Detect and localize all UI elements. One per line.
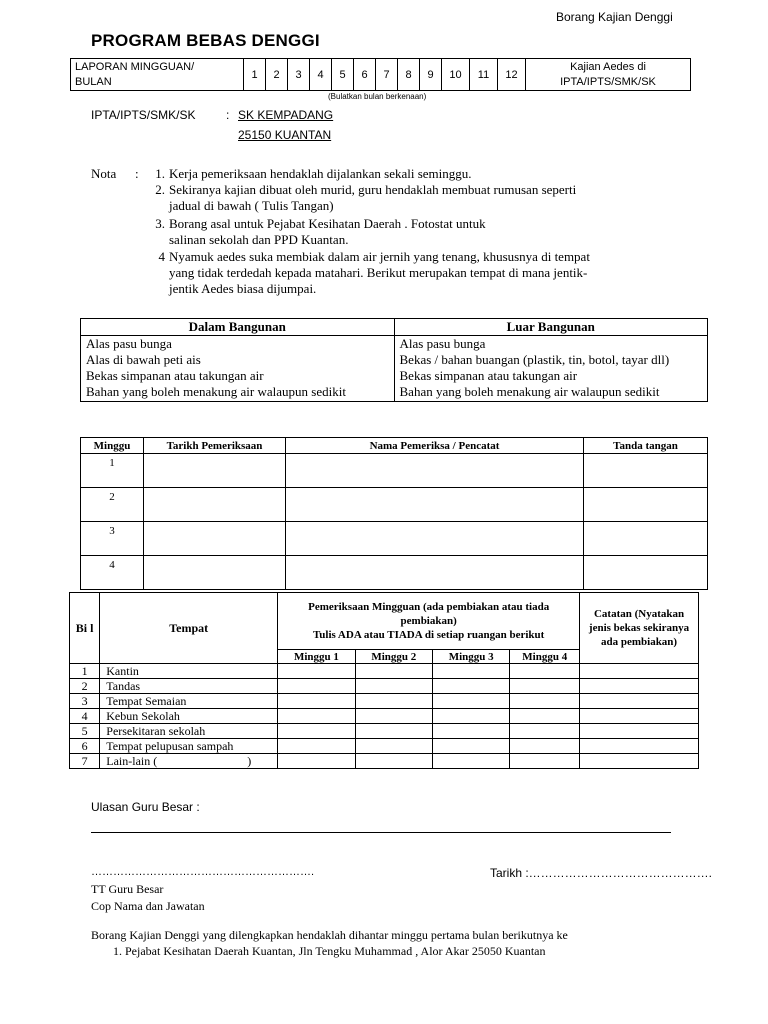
month-cell[interactable]: 11 — [470, 59, 498, 91]
exam-header-line2: pembiakan) — [400, 615, 457, 627]
table-row — [70, 754, 699, 769]
scope-line1: Kajian Aedes di — [570, 60, 646, 73]
headmaster-comment-label: Ulasan Guru Besar : — [91, 800, 200, 814]
place-name: Persekitaran sekolah — [100, 724, 278, 739]
remarks-cell[interactable] — [580, 664, 699, 679]
signature-line[interactable]: ……………………………………………………. — [91, 866, 315, 878]
exam-header-line3: Tulis ADA atau TIADA di setiap ruangan berikut — [312, 629, 545, 641]
col-week: Minggu — [81, 438, 144, 454]
row-number: 4 — [70, 709, 100, 724]
week-number: 4 — [81, 556, 144, 590]
table-row — [81, 454, 708, 488]
table-row — [70, 724, 699, 739]
remarks-cell[interactable] — [580, 679, 699, 694]
col-week-2: Minggu 2 — [355, 650, 432, 664]
month-cell[interactable]: 6 — [354, 59, 376, 91]
week-cell[interactable] — [510, 724, 580, 739]
indoor-item: Bekas simpanan atau takungan air — [86, 368, 264, 383]
month-cell[interactable]: 1 — [244, 59, 266, 91]
month-cell[interactable]: 12 — [498, 59, 526, 91]
date-field[interactable] — [144, 556, 286, 590]
place-name: Tempat pelupusan sampah — [100, 739, 278, 754]
row-number: 6 — [70, 739, 100, 754]
note-text: jentik Aedes biasa dijumpai. — [169, 281, 317, 296]
col-date: Tarikh Pemeriksaan — [144, 438, 286, 454]
week-cell[interactable] — [433, 679, 510, 694]
month-cell[interactable]: 7 — [376, 59, 398, 91]
col-signature: Tanda tangan — [584, 438, 708, 454]
week-number: 2 — [81, 488, 144, 522]
outdoor-header: Luar Bangunan — [394, 319, 708, 336]
notes-label: Nota — [91, 166, 117, 181]
col-week-4: Minggu 4 — [510, 650, 580, 664]
notes-colon: : — [135, 166, 139, 181]
note-number: 4 — [158, 249, 165, 264]
week-cell[interactable] — [278, 679, 355, 694]
week-cell[interactable] — [278, 709, 355, 724]
month-cell[interactable]: 3 — [288, 59, 310, 91]
report-period-label — [71, 59, 244, 91]
col-place: Tempat — [100, 593, 278, 664]
week-cell[interactable] — [433, 709, 510, 724]
remarks-cell[interactable] — [580, 739, 699, 754]
week-cell[interactable] — [355, 664, 432, 679]
signature-field[interactable] — [584, 488, 708, 522]
week-cell[interactable] — [510, 709, 580, 724]
outdoor-list — [394, 336, 708, 402]
remarks-cell[interactable] — [580, 709, 699, 724]
row-number: 2 — [70, 679, 100, 694]
week-cell[interactable] — [278, 694, 355, 709]
place-name: Kantin — [100, 664, 278, 679]
week-cell[interactable] — [355, 724, 432, 739]
date-field[interactable] — [144, 488, 286, 522]
inspector-field[interactable] — [286, 556, 584, 590]
note-text: jadual di bawah ( Tulis Tangan) — [169, 198, 334, 213]
indoor-item: Alas pasu bunga — [86, 336, 172, 351]
place-name: Lain-lain ( ) — [100, 754, 278, 769]
inspector-field[interactable] — [286, 522, 584, 556]
document-label: Borang Kajian Denggi — [556, 10, 673, 24]
stamp-caption: Cop Nama dan Jawatan — [91, 899, 205, 913]
note-number: 2. — [155, 182, 165, 197]
week-cell[interactable] — [355, 679, 432, 694]
page-title: PROGRAM BEBAS DENGGI — [91, 31, 320, 50]
inspector-field[interactable] — [286, 488, 584, 522]
week-cell[interactable] — [278, 664, 355, 679]
signature-field[interactable] — [584, 454, 708, 488]
month-cell[interactable]: 2 — [266, 59, 288, 91]
submission-instruction: Borang Kajian Denggi yang dilengkapkan hendaklah dihantar minggu pertama bulan berikutnya ke — [91, 928, 568, 942]
note-number: 1. — [155, 166, 165, 181]
month-cell[interactable]: 9 — [420, 59, 442, 91]
table-row — [70, 739, 699, 754]
table-row — [70, 679, 699, 694]
week-cell[interactable] — [355, 709, 432, 724]
table-row — [81, 556, 708, 590]
week-number: 1 — [81, 454, 144, 488]
week-number: 3 — [81, 522, 144, 556]
indoor-item: Bahan yang boleh menakung air walaupun sedikit — [86, 384, 346, 399]
place-name: Tandas — [100, 679, 278, 694]
breeding-places-table — [80, 318, 708, 402]
week-cell[interactable] — [278, 739, 355, 754]
place-name: Kebun Sekolah — [100, 709, 278, 724]
week-cell[interactable] — [433, 754, 510, 769]
outdoor-item: Alas pasu bunga — [399, 336, 486, 351]
col-weekly-exam — [278, 593, 580, 650]
note-text: Nyamuk aedes suka membiak dalam air jernih yang tenang, khususnya di tempat — [169, 249, 590, 264]
week-cell[interactable] — [510, 664, 580, 679]
col-week-3: Minggu 3 — [433, 650, 510, 664]
col-bil: Bi l — [70, 593, 100, 664]
note-text: Kerja pemeriksaan hendaklah dijalankan sekali seminggu. — [169, 166, 472, 181]
week-cell[interactable] — [278, 754, 355, 769]
indoor-header: Dalam Bangunan — [81, 319, 395, 336]
indoor-list — [81, 336, 395, 402]
survey-scope-label — [526, 59, 691, 91]
weekly-inspection-table — [80, 437, 708, 590]
school-name: SK KEMPADANG — [238, 108, 334, 122]
signature-caption: TT Guru Besar — [91, 882, 164, 896]
note-text: Borang asal untuk Pejabat Kesihatan Daerah . Fotostat untuk — [169, 216, 486, 231]
col-remarks: Catatan (Nyatakan jenis bekas sekiranya ada pembiakan) — [580, 593, 699, 664]
month-cell[interactable]: 8 — [398, 59, 420, 91]
col-week-1: Minggu 1 — [278, 650, 355, 664]
school-type-label: IPTA/IPTS/SMK/SK — [91, 108, 196, 122]
date-line[interactable]: Tarikh :………………………………………. — [490, 866, 713, 880]
school-colon: : — [226, 108, 230, 122]
note-text: Sekiranya kajian dibuat oleh murid, guru hendaklah membuat rumusan seperti — [169, 182, 577, 197]
month-cell[interactable]: 10 — [442, 59, 470, 91]
report-label-line1: LAPORAN MINGGUAN/ — [75, 60, 195, 73]
week-cell[interactable] — [433, 664, 510, 679]
note-text: salinan sekolah dan PPD Kuantan. — [169, 232, 349, 247]
outdoor-item: Bahan yang boleh menakung air walaupun sedikit — [399, 384, 660, 399]
scope-line2: IPTA/IPTS/SMK/SK — [560, 75, 656, 88]
week-cell[interactable] — [278, 724, 355, 739]
row-number: 7 — [70, 754, 100, 769]
month-table — [70, 58, 691, 91]
week-cell[interactable] — [355, 739, 432, 754]
table-row — [81, 522, 708, 556]
week-cell[interactable] — [510, 754, 580, 769]
row-number: 5 — [70, 724, 100, 739]
comment-line[interactable] — [91, 820, 671, 833]
table-row — [70, 694, 699, 709]
exam-header-line1: Pemeriksaan Mingguan (ada pembiakan atau tiada — [308, 601, 550, 613]
note-text: yang tidak terdedah kepada matahari. Berikut merupakan tempat di mana jentik- — [169, 265, 588, 280]
indoor-item: Alas di bawah peti ais — [86, 352, 201, 367]
inspector-field[interactable] — [286, 454, 584, 488]
remarks-cell[interactable] — [580, 694, 699, 709]
col-inspector: Nama Pemeriksa / Pencatat — [286, 438, 584, 454]
survey-table — [69, 592, 699, 769]
row-number: 1 — [70, 664, 100, 679]
row-number: 3 — [70, 694, 100, 709]
date-field[interactable] — [144, 454, 286, 488]
month-cell[interactable]: 5 — [332, 59, 354, 91]
submission-address: 1. Pejabat Kesihatan Daerah Kuantan, Jln Tengku Muhammad , Alor Akar 25050 Kuantan — [113, 944, 546, 958]
week-cell[interactable] — [433, 724, 510, 739]
remarks-cell[interactable] — [580, 724, 699, 739]
week-cell[interactable] — [510, 739, 580, 754]
table-row — [70, 664, 699, 679]
week-cell[interactable] — [355, 754, 432, 769]
date-field[interactable] — [144, 522, 286, 556]
month-instruction: (Bulatkan bulan berkenaan) — [328, 92, 427, 101]
week-cell[interactable] — [433, 739, 510, 754]
outdoor-item: Bekas / bahan buangan (plastik, tin, botol, tayar dll) — [399, 352, 670, 367]
note-number: 3. — [155, 216, 165, 231]
table-row — [81, 488, 708, 522]
school-address: 25150 KUANTAN — [238, 128, 332, 142]
signature-field[interactable] — [584, 522, 708, 556]
week-cell[interactable] — [355, 694, 432, 709]
month-cell[interactable]: 4 — [310, 59, 332, 91]
place-name: Tempat Semaian — [100, 694, 278, 709]
week-cell[interactable] — [510, 679, 580, 694]
table-row — [70, 709, 699, 724]
outdoor-item: Bekas simpanan atau takungan air — [399, 368, 578, 383]
report-label-line2: BULAN — [75, 75, 112, 88]
week-cell[interactable] — [433, 694, 510, 709]
signature-field[interactable] — [584, 556, 708, 590]
remarks-cell[interactable] — [580, 754, 699, 769]
week-cell[interactable] — [510, 694, 580, 709]
